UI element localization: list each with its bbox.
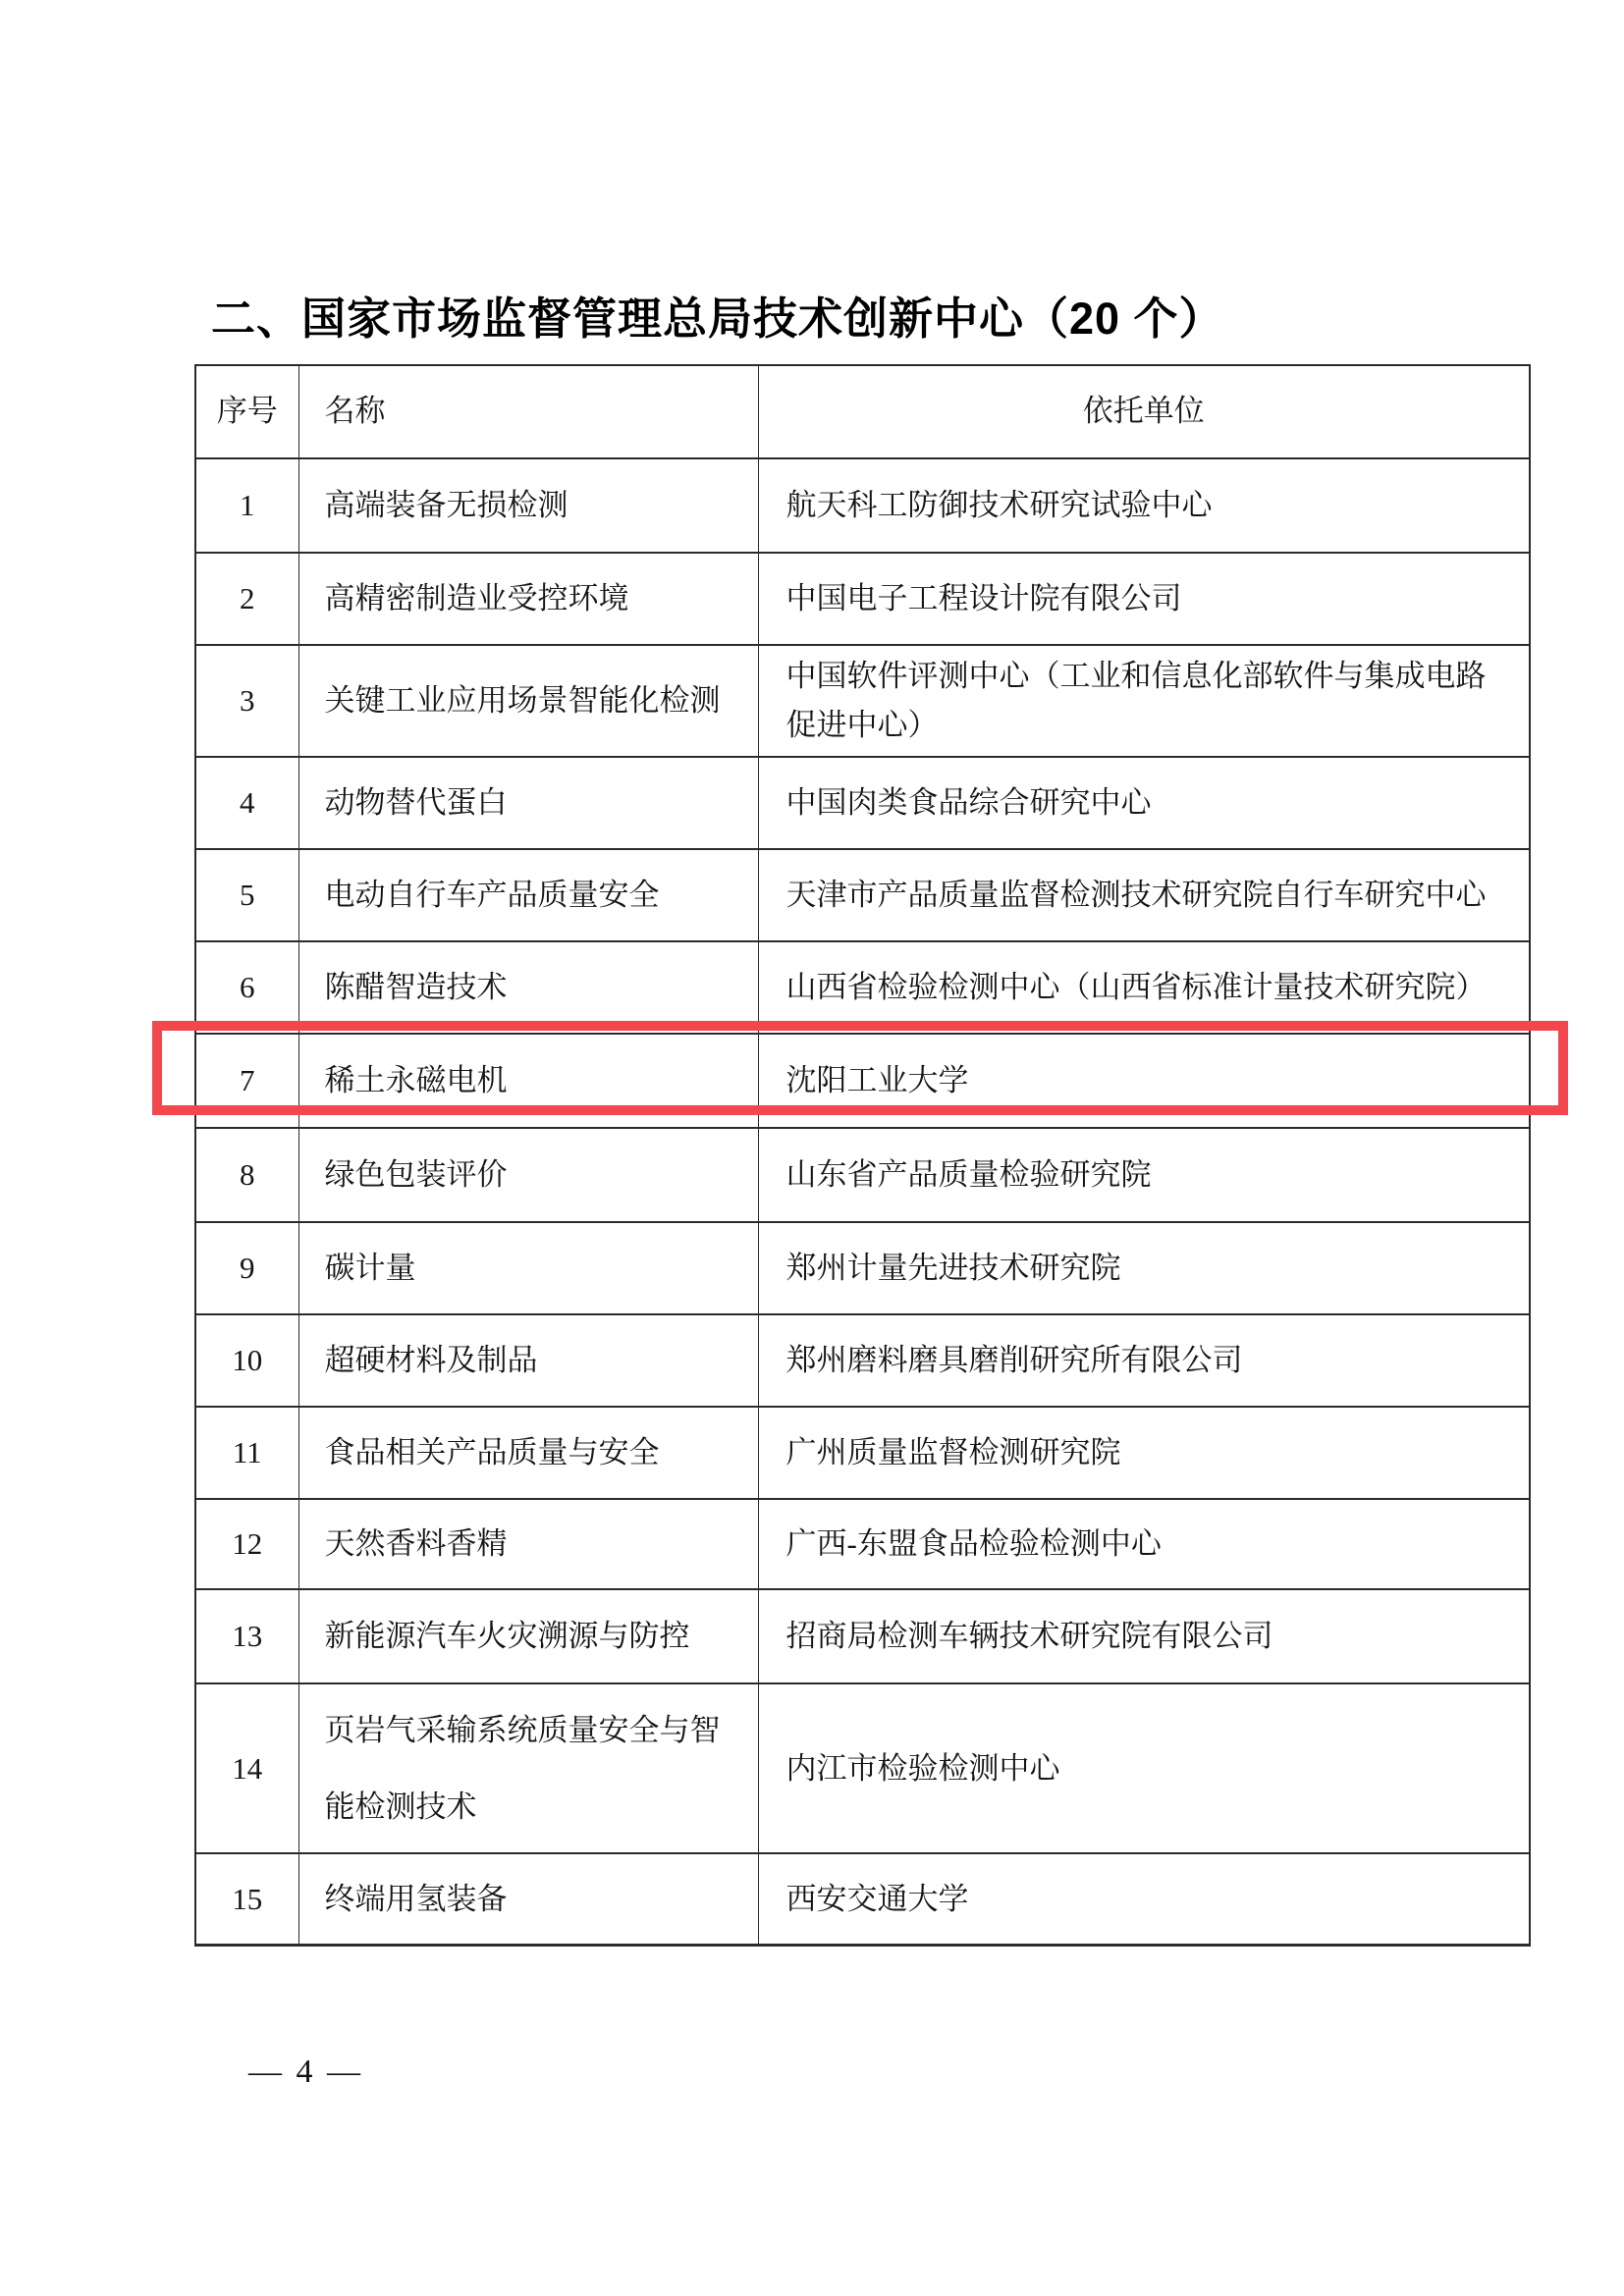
cell-serial-number: 4 [195,757,298,849]
table-row [195,1499,1530,1589]
table-row [195,1128,1530,1222]
table-row [195,849,1530,941]
table-row [195,757,1530,849]
col-header-name: 名称 [298,365,758,458]
cell-serial-number: 13 [195,1589,298,1683]
table-row [195,1407,1530,1499]
cell-serial-number: 3 [195,645,298,757]
table-header-row [195,365,1530,458]
page-number: — 4 — [248,2054,363,2090]
cell-supporting-unit: 中国肉类食品综合研究中心 [758,757,1530,849]
cell-serial-number: 1 [195,458,298,553]
innovation-centers-table [194,364,1531,1947]
cell-center-name: 关键工业应用场景智能化检测 [298,645,758,757]
cell-serial-number: 6 [195,941,298,1034]
cell-center-name: 电动自行车产品质量安全 [298,849,758,941]
cell-supporting-unit: 招商局检测车辆技术研究院有限公司 [758,1589,1530,1683]
cell-center-name: 超硬材料及制品 [298,1314,758,1407]
cell-center-name: 高精密制造业受控环境 [298,553,758,645]
cell-supporting-unit: 广州质量监督检测研究院 [758,1407,1530,1499]
cell-serial-number: 8 [195,1128,298,1222]
cell-supporting-unit: 航天科工防御技术研究试验中心 [758,458,1530,553]
cell-supporting-unit: 郑州磨料磨具磨削研究所有限公司 [758,1314,1530,1407]
cell-center-name: 终端用氢装备 [298,1853,758,1945]
table-row [195,645,1530,757]
table-row [195,941,1530,1034]
cell-supporting-unit: 天津市产品质量监督检测技术研究院自行车研究中心 [758,849,1530,941]
cell-center-name: 天然香料香精 [298,1499,758,1589]
table-row [195,1222,1530,1314]
cell-serial-number: 2 [195,553,298,645]
cell-center-name: 高端装备无损检测 [298,458,758,553]
table-row [195,458,1530,553]
table-row [195,1853,1530,1945]
cell-supporting-unit: 郑州计量先进技术研究院 [758,1222,1530,1314]
cell-supporting-unit: 山东省产品质量检验研究院 [758,1128,1530,1222]
col-header-no: 序号 [195,365,298,458]
cell-serial-number: 7 [195,1034,298,1128]
cell-supporting-unit: 内江市检验检测中心 [758,1683,1530,1853]
table-row [195,1683,1530,1853]
cell-serial-number: 14 [195,1683,298,1853]
cell-center-name: 新能源汽车火灾溯源与防控 [298,1589,758,1683]
table-row [195,1314,1530,1407]
section-title: 二、国家市场监督管理总局技术创新中心（20 个） [211,294,1224,344]
col-header-org: 依托单位 [758,365,1530,458]
cell-supporting-unit: 西安交通大学 [758,1853,1530,1945]
cell-serial-number: 12 [195,1499,298,1589]
cell-center-name: 食品相关产品质量与安全 [298,1407,758,1499]
table-row [195,553,1530,645]
table-row [195,1589,1530,1683]
cell-center-name: 稀土永磁电机 [298,1034,758,1128]
cell-serial-number: 15 [195,1853,298,1945]
cell-center-name: 绿色包装评价 [298,1128,758,1222]
cell-serial-number: 10 [195,1314,298,1407]
cell-serial-number: 9 [195,1222,298,1314]
table-row [195,1034,1530,1128]
cell-supporting-unit: 中国软件评测中心（工业和信息化部软件与集成电路促进中心） [758,645,1530,757]
cell-center-name: 陈醋智造技术 [298,941,758,1034]
cell-center-name: 碳计量 [298,1222,758,1314]
cell-center-name: 动物替代蛋白 [298,757,758,849]
cell-supporting-unit: 中国电子工程设计院有限公司 [758,553,1530,645]
cell-serial-number: 5 [195,849,298,941]
cell-supporting-unit: 山西省检验检测中心（山西省标准计量技术研究院） [758,941,1530,1034]
cell-supporting-unit: 广西-东盟食品检验检测中心 [758,1499,1530,1589]
cell-serial-number: 11 [195,1407,298,1499]
cell-center-name: 页岩气采输系统质量安全与智能检测技术 [298,1683,758,1853]
cell-supporting-unit: 沈阳工业大学 [758,1034,1530,1128]
